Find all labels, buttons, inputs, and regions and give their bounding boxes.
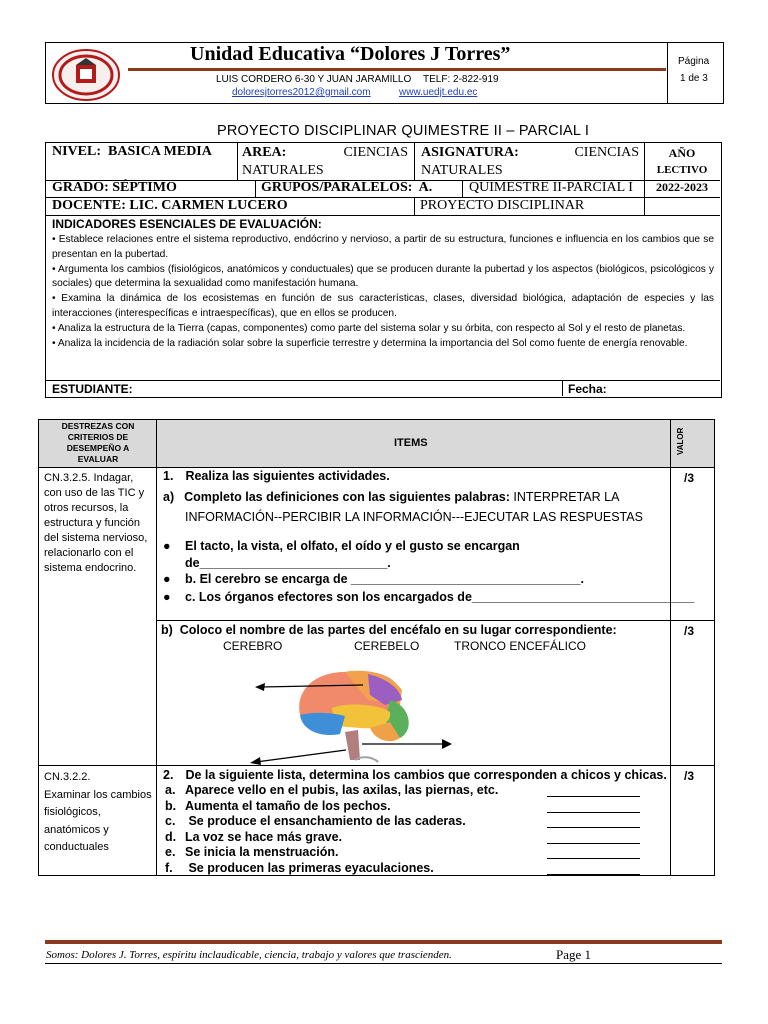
row1-value: /3 [684, 471, 695, 485]
school-website-link[interactable]: www.uedjt.edu.ec [399, 87, 478, 98]
answer-blank[interactable] [547, 783, 640, 797]
asignatura-field: ASIGNATURA: CIENCIAS NATURALES [421, 145, 639, 178]
area-field: AREA: CIENCIAS NATURALES [242, 145, 408, 178]
row3-value: /3 [684, 769, 695, 783]
row3-list [165, 783, 640, 877]
list-item: e. Se inicia la menstruación. [165, 845, 640, 861]
list-item: f. Se producen las primeras eyaculaciones. [165, 861, 640, 877]
page-count: 1 de 3 [680, 73, 708, 84]
col-items-header: ITEMS [394, 437, 428, 449]
answer-blank[interactable] [547, 814, 640, 828]
school-phone: TELF: 2-822-919 [423, 74, 499, 85]
indicator-item: • Analiza la estructura de la Tierra (capas, componentes) como parte del sistema solar y su órbita, con respecto al Sol y el resto de planetas. [52, 322, 686, 334]
proyecto-field: PROYECTO DISCIPLINAR [420, 198, 585, 213]
footer-page-number: Page 1 [556, 947, 592, 962]
header-accent-bar [128, 68, 666, 71]
col-valor-header: VALOR [676, 427, 685, 455]
nivel-field: NIVEL: BASICA MEDIA [52, 144, 212, 159]
row2-title: b) Coloco el nombre de las partes del encéfalo en su lugar correspondiente: [161, 623, 617, 637]
quimestre-field: QUIMESTRE II-PARCIAL I [469, 180, 633, 195]
row2-word-tronco: TRONCO ENCEFÁLICO [454, 639, 587, 653]
grado-field: GRADO: SÉPTIMO [52, 180, 177, 195]
header-page-divider [667, 42, 668, 103]
row2-value: /3 [684, 624, 695, 638]
date-field[interactable] [612, 381, 716, 395]
list-item: b. Aumenta el tamaño de los pechos. [165, 799, 640, 815]
label-arrow [250, 748, 350, 766]
row1-a-instructions: a) Completo las definiciones con las siguientes palabras: INTERPRETAR LA INFORMACIÓN--PERCIBIR LA INFORMACIÓN---EJECUTAR LAS RESPUESTAS [163, 490, 643, 524]
school-email-link[interactable]: doloresjtorres2012@gmail.com [232, 87, 371, 98]
indicator-item: • Argumenta los cambios (fisiológicos, anatómicos y conductuales) que se producen durante la pubertad y los aspectos (biológicos, psicológicos y sociales) que determina la sexualidad como manifestación humana. [52, 263, 714, 290]
row1-bullet: ● El tacto, la vista, el olfato, el oído y el gusto se encargan de___________________________. [163, 539, 520, 570]
row1-skill: CN.3.2.5. Indagar, con uso de las TIC y otros recursos, la estructura y función del sistema nervioso, relacionarlo con el sistema endocrino. [44, 472, 148, 574]
anio-lectivo-field: AÑO LECTIVO 2022-2023 [656, 146, 708, 194]
answer-blank[interactable] [547, 830, 640, 844]
date-label: Fecha: [568, 382, 607, 396]
row1-bullet: ● c. Los órganos efectores son los encargados de________________________________ [163, 590, 695, 604]
label-arrow [360, 736, 452, 750]
answer-blank[interactable] [547, 799, 640, 813]
school-address: LUIS CORDERO 6-30 Y JUAN JARAMILLO [216, 74, 412, 85]
row3-skill: CN.3.2.2. Examinar los cambios fisiológicos, anatómicos y conductuales [44, 771, 152, 853]
indicator-item: • Analiza la incidencia de la radiación solar sobre la superficie terrestre y determina la importancia del Sol como fuente de energía renovable. [52, 337, 688, 349]
answer-blank[interactable] [547, 845, 640, 859]
row1-title: 1. Realiza las siguientes actividades. [163, 469, 390, 483]
list-item: a. Aparece vello en el pubis, las axilas, las piernas, etc. [165, 783, 640, 799]
indicator-item: • Examina la dinámica de los ecosistemas en función de sus características, clases, diversidad biológica, adaptación de especies y las interacciones (interespecíficas e intraespecíficas), que en ellos se producen. [52, 293, 714, 319]
student-name-field[interactable] [140, 381, 558, 395]
footer-rule [45, 963, 722, 964]
list-item: d. La voz se hace más grave. [165, 830, 640, 846]
indicator-item: • Establece relaciones entre el sistema reproductivo, endócrino y nervioso, a partir de su estructura, funciones e influencia en los cambios que se presentan en la pubertad. [52, 234, 714, 260]
project-title: PROYECTO DISCIPLINAR QUIMESTRE II – PARCIAL I [217, 123, 590, 139]
page-label: Página [678, 56, 710, 67]
footer-motto: Somos: Dolores J. Torres, espíritu inclaudicable, ciencia, trabajo y valores que trascienden. [46, 949, 452, 961]
row1-bullet: ● b. El cerebro se encarga de _________________________________. [163, 572, 584, 586]
row3-title: 2. De la siguiente lista, determina los cambios que corresponden a chicos y chicas. [163, 768, 667, 782]
grupos-field: GRUPOS/PARALELOS: A. [261, 180, 433, 195]
school-logo [52, 49, 120, 101]
docente-field: DOCENTE: LIC. CARMEN LUCERO [52, 198, 288, 213]
row2-word-cerebelo: CEREBELO [354, 639, 420, 653]
answer-blank[interactable] [547, 861, 640, 875]
footer-accent-bar [45, 940, 722, 944]
row2-word-cerebro: CEREBRO [223, 639, 283, 653]
label-arrow [255, 680, 365, 692]
student-label: ESTUDIANTE: [52, 382, 133, 396]
col-destrezas-header: DESTREZAS CON CRITERIOS DE DESEMPEÑO A EVALUAR [61, 421, 135, 464]
school-name: Unidad Educativa “Dolores J Torres” [190, 43, 511, 65]
list-item: c. Se produce el ensanchamiento de las caderas. [165, 814, 640, 830]
indicators-title: INDICADORES ESENCIALES DE EVALUACIÓN: [52, 217, 322, 231]
indicators-list [52, 233, 714, 351]
